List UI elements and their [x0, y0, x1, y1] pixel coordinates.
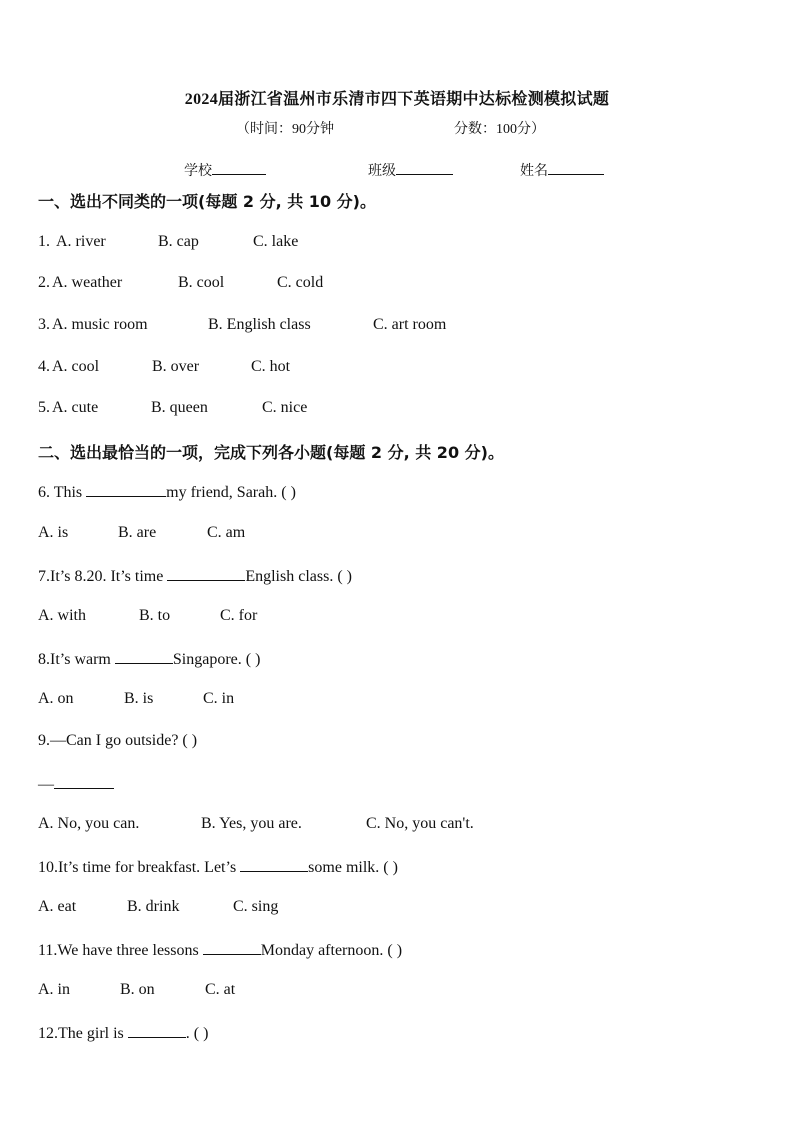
- question-10: [38, 857, 398, 877]
- question-6: [38, 482, 296, 502]
- q7-option-c[interactable]: C. for: [220, 607, 258, 624]
- q4-number: 4.: [38, 358, 50, 375]
- q8-option-a[interactable]: A. on: [38, 690, 74, 707]
- q10-option-a[interactable]: A. eat: [38, 898, 77, 915]
- q10-stem-end: some milk. ( ): [308, 859, 398, 876]
- section1-heading: 一、选出不同类的一项(每题 2 分, 共 10 分)。: [38, 192, 376, 211]
- q5-option-a[interactable]: A. cute: [52, 399, 99, 416]
- page-title: 2024届浙江省温州市乐清市四下英语期中达标检测模拟试题: [184, 91, 610, 108]
- exam-time: （时间：90分钟: [236, 122, 334, 137]
- q9-reply-dash: —: [38, 776, 54, 793]
- q9-option-a[interactable]: A. No, you can.: [38, 815, 140, 832]
- q12-stem: 12.The girl is: [38, 1025, 128, 1042]
- q6-option-c[interactable]: C. am: [207, 524, 246, 541]
- q6-stem: 6. This: [38, 484, 87, 501]
- school-label: 学校: [184, 164, 212, 179]
- q4-option-b[interactable]: B. over: [152, 358, 200, 375]
- question-7: [38, 566, 352, 586]
- q12-blank[interactable]: [128, 1023, 186, 1038]
- q7-stem: 7.It’s 8.20. It’s time: [38, 568, 168, 585]
- q4-option-c[interactable]: C. hot: [251, 358, 291, 375]
- question-8: [38, 649, 260, 669]
- q6-blank[interactable]: [86, 482, 166, 497]
- name-blank[interactable]: [548, 160, 604, 175]
- q12-stem-end: . ( ): [185, 1025, 209, 1042]
- q9-option-b[interactable]: B. Yes, you are.: [201, 815, 302, 832]
- q8-stem-end: Singapore. ( ): [172, 651, 261, 668]
- school-field: [184, 160, 266, 180]
- q10-option-b[interactable]: B. drink: [127, 898, 180, 915]
- q2-option-b[interactable]: B. cool: [178, 274, 225, 291]
- q10-option-c[interactable]: C. sing: [233, 898, 279, 915]
- q1-option-b[interactable]: B. cap: [158, 233, 199, 250]
- q7-option-a[interactable]: A. with: [38, 607, 86, 624]
- q5-number: 5.: [38, 399, 50, 416]
- q11-stem-end: Monday afternoon. ( ): [260, 942, 403, 959]
- q8-blank[interactable]: [115, 649, 173, 664]
- q9-reply: [38, 774, 114, 794]
- q11-option-c[interactable]: C. at: [205, 981, 236, 998]
- question-9: [38, 732, 197, 750]
- q3-option-c[interactable]: C. art room: [373, 316, 447, 333]
- q1-option-c[interactable]: C. lake: [253, 233, 299, 250]
- q2-number: 2.: [38, 274, 50, 291]
- q7-option-b[interactable]: B. to: [139, 607, 171, 624]
- q3-number: 3.: [38, 316, 50, 333]
- q10-blank[interactable]: [240, 857, 308, 872]
- q9-option-c[interactable]: C. No, you can't.: [366, 815, 474, 832]
- q8-stem: 8.It’s warm: [38, 651, 115, 668]
- class-field: [368, 160, 453, 180]
- q8-option-b[interactable]: B. is: [124, 690, 154, 707]
- q11-stem: 11.We have three lessons: [38, 942, 203, 959]
- name-field: [520, 160, 604, 180]
- q2-option-c[interactable]: C. cold: [277, 274, 324, 291]
- q3-option-a[interactable]: A. music room: [52, 316, 148, 333]
- q7-stem-end: English class. ( ): [245, 568, 352, 585]
- school-blank[interactable]: [212, 160, 266, 175]
- q3-option-b[interactable]: B. English class: [208, 316, 311, 333]
- q10-stem: 10.It’s time for breakfast. Let’s: [38, 859, 241, 876]
- q9-stem: 9.—Can I go outside? ( ): [38, 732, 198, 749]
- question-11: [38, 940, 402, 960]
- class-blank[interactable]: [396, 160, 453, 175]
- exam-score: 分数：100分）: [454, 122, 545, 137]
- question-12: [38, 1023, 208, 1043]
- q5-option-b[interactable]: B. queen: [151, 399, 208, 416]
- q11-blank[interactable]: [203, 940, 261, 955]
- q6-option-a[interactable]: A. is: [38, 524, 69, 541]
- class-label: 班级: [368, 164, 396, 179]
- q6-stem-end: my friend, Sarah. ( ): [166, 484, 296, 501]
- q9-blank[interactable]: [54, 774, 114, 789]
- q7-blank[interactable]: [167, 566, 245, 581]
- q8-option-c[interactable]: C. in: [203, 690, 235, 707]
- q5-option-c[interactable]: C. nice: [262, 399, 308, 416]
- q2-option-a[interactable]: A. weather: [52, 274, 123, 291]
- name-label: 姓名: [520, 164, 548, 179]
- q1-number: 1.: [38, 233, 50, 250]
- q1-option-a[interactable]: A. river: [56, 233, 106, 250]
- q11-option-a[interactable]: A. in: [38, 981, 70, 998]
- q11-option-b[interactable]: B. on: [120, 981, 155, 998]
- section2-heading: 二、选出最恰当的一项，完成下列各小题(每题 2 分, 共 20 分)。: [38, 443, 504, 462]
- q6-option-b[interactable]: B. are: [118, 524, 157, 541]
- q4-option-a[interactable]: A. cool: [52, 358, 100, 375]
